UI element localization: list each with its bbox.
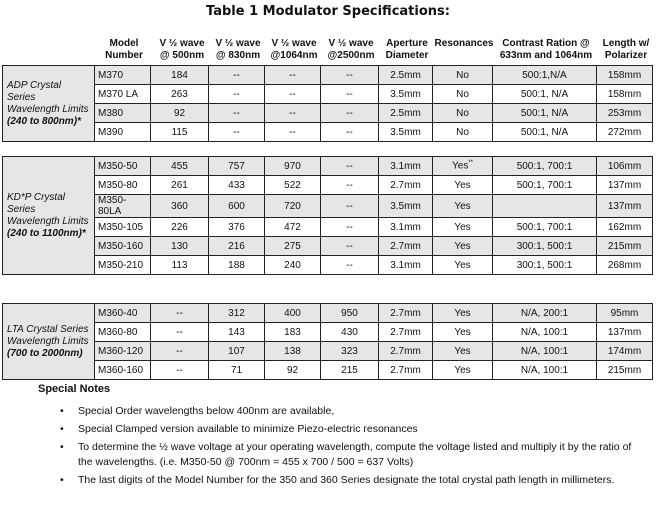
table-cell: 183 [265,323,321,342]
table-cell: M350-80 [95,176,151,195]
table-cell: M360-120 [95,342,151,361]
table-cell: 184 [151,66,209,85]
table-row [3,176,653,195]
table-cell: N/A, 100:1 [493,323,597,342]
table-cell: M370 LA [95,85,151,104]
table-row [3,342,653,361]
table-cell: 215mm [597,237,653,256]
table-cell: 3.1mm [379,256,433,275]
table-cell: -- [321,104,379,123]
table-cell: 2.7mm [379,323,433,342]
table-row [3,157,653,176]
table-cell: Yes [433,304,493,323]
table-cell: 95mm [597,304,653,323]
header-contrast: Contrast Ration @ 633nm and 1064nm [499,38,593,61]
table-cell: No [433,85,493,104]
table-cell: 757 [209,157,265,176]
table-cell: -- [321,237,379,256]
table-cell: Yes [433,195,493,218]
table-cell: 312 [209,304,265,323]
table-cell: 300:1, 500:1 [493,256,597,275]
table-cell: -- [265,104,321,123]
header-model: Model Number [105,38,143,61]
table-cell: -- [265,123,321,142]
table-cell: N/A, 100:1 [493,361,597,380]
table-cell: -- [321,176,379,195]
table-cell: 115 [151,123,209,142]
table-cell: 500:1, N/A [493,85,597,104]
table-cell: -- [265,66,321,85]
table-row [3,85,653,104]
table-cell: M360-160 [95,361,151,380]
table-cell: 433 [209,176,265,195]
table-cell: 400 [265,304,321,323]
table-cell: 500:1, 700:1 [493,176,597,195]
table-cell: -- [209,85,265,104]
table-row [3,218,653,237]
table-cell: -- [321,85,379,104]
table-cell: No [433,66,493,85]
table-cell: 162mm [597,218,653,237]
table-cell: 430 [321,323,379,342]
table-cell: 268mm [597,256,653,275]
table-cell: M350-105 [95,218,151,237]
table-cell: 137mm [597,176,653,195]
table-cell: M360-40 [95,304,151,323]
table-cell: M350-160 [95,237,151,256]
table-cell: 2.5mm [379,104,433,123]
table-cell: 950 [321,304,379,323]
table-cell: No [433,104,493,123]
table-cell: 138 [265,342,321,361]
table-cell: 174mm [597,342,653,361]
table-cell: 240 [265,256,321,275]
table-cell: 2.7mm [379,237,433,256]
table-cell: M350-210 [95,256,151,275]
table-cell: 226 [151,218,209,237]
table-row [3,237,653,256]
table-cell: M390 [95,123,151,142]
spec-table-adp [2,65,653,142]
table-cell: 500:1, N/A [493,104,597,123]
table-cell [493,195,597,218]
table-cell: 720 [265,195,321,218]
table-cell: 107 [209,342,265,361]
table-cell: 3.5mm [379,123,433,142]
table-cell: Yes [433,323,493,342]
table-cell: 158mm [597,66,653,85]
table-cell: 215 [321,361,379,380]
table-cell: 3.5mm [379,195,433,218]
table-cell: Yes** [433,157,493,176]
header-v500: V ½ wave @ 500nm [159,38,205,61]
table-cell: 2.7mm [379,342,433,361]
table-cell: 323 [321,342,379,361]
table-cell: 92 [265,361,321,380]
table-cell: -- [151,304,209,323]
header-v1064: V ½ wave @1064nm [270,38,318,61]
bullet-icon: • [60,474,64,486]
note-item: • Special Clamped version available to minimize Piezo-electric resonances [60,423,418,435]
notes-list [60,404,640,491]
table-cell: Yes [433,361,493,380]
series-label: ADP Crystal Series Wavelength Limits (240 to 800nm)* [3,66,95,142]
note-item: • The last digits of the Model Number for the 350 and 360 Series designate the total crystal path length in millimeters. [60,474,615,486]
table-cell: M380 [95,104,151,123]
table-cell: 130 [151,237,209,256]
table-cell: 500:1, 700:1 [493,218,597,237]
table-cell: 522 [265,176,321,195]
table-cell: 2.7mm [379,176,433,195]
table-cell: -- [151,361,209,380]
table-cell: 137mm [597,323,653,342]
table-cell: 500:1, 700:1 [493,157,597,176]
table-cell: 143 [209,323,265,342]
notes-title: Special Notes [38,383,111,395]
table-cell: -- [321,123,379,142]
table-cell: N/A, 200:1 [493,304,597,323]
table-cell: Yes [433,237,493,256]
table-cell: -- [151,342,209,361]
table-cell: 360 [151,195,209,218]
table-cell: Yes [433,176,493,195]
table-cell: 188 [209,256,265,275]
note-item: • To determine the ½ wave voltage at your operating wavelength, compute the voltage listed and multiply it by the ratio of the wavelengths. (i.e. M350-50 @ 700nm = 455 x 700 / 500 = 637 Volts) [60,441,632,468]
table-cell: Yes [433,218,493,237]
table-cell: 92 [151,104,209,123]
table-cell: -- [321,157,379,176]
table-cell: M350-50 [95,157,151,176]
table-cell: 272mm [597,123,653,142]
table-cell: -- [209,104,265,123]
table-cell: 106mm [597,157,653,176]
table-cell: 216 [209,237,265,256]
table-cell: 500:1, N/A [493,123,597,142]
table-cell: -- [209,123,265,142]
table-row [3,195,653,218]
table-cell: 137mm [597,195,653,218]
table-cell: 71 [209,361,265,380]
table-cell: 970 [265,157,321,176]
table-cell: 472 [265,218,321,237]
spec-table-lta [2,303,653,380]
table-row [3,123,653,142]
table-cell: 263 [151,85,209,104]
header-v2500: V ½ wave @2500nm [327,38,375,61]
page-title: Table 1 Modulator Specifications: [206,4,450,19]
table-row [3,104,653,123]
table-cell: 2.7mm [379,361,433,380]
table-cell: 376 [209,218,265,237]
table-cell: -- [209,66,265,85]
table-cell: 3.1mm [379,157,433,176]
footnote-mark: ** [468,160,473,167]
bullet-icon: • [60,423,64,435]
table-cell: 158mm [597,85,653,104]
table-cell: 2.7mm [379,304,433,323]
table-cell: 455 [151,157,209,176]
table-cell: M370 [95,66,151,85]
header-length: Length w/ Polarizer [602,38,650,61]
table-row [3,304,653,323]
table-cell: 300:1, 500:1 [493,237,597,256]
table-cell: 275 [265,237,321,256]
table-cell: 261 [151,176,209,195]
table-cell: -- [321,66,379,85]
table-row [3,361,653,380]
table-cell: -- [151,323,209,342]
table-cell: 3.5mm [379,85,433,104]
table-cell: -- [321,218,379,237]
table-cell: 3.1mm [379,218,433,237]
table-cell: -- [321,256,379,275]
series-label: LTA Crystal Series Wavelength Limits (700 to 2000nm) [3,304,95,380]
table-cell: Yes [433,342,493,361]
table-cell: 600 [209,195,265,218]
note-item: • Special Order wavelengths below 400nm are available, [60,405,335,417]
table-cell: 253mm [597,104,653,123]
table-cell: M360-80 [95,323,151,342]
table-row [3,256,653,275]
table-cell: 2.5mm [379,66,433,85]
header-aperture: Aperture Diameter [385,38,429,61]
spec-table-kdp [2,156,653,275]
table-cell: -- [321,195,379,218]
table-cell: N/A, 100:1 [493,342,597,361]
table-cell: Yes [433,256,493,275]
table-cell: M350- 80LA [95,195,151,218]
header-v830: V ½ wave @ 830nm [215,38,261,61]
header-resonances: Resonances [434,38,494,49]
table-cell: No [433,123,493,142]
bullet-icon: • [60,405,64,417]
bullet-icon: • [60,441,64,453]
series-label: KD*P Crystal Series Wavelength Limits (240 to 1100nm)* [3,157,95,275]
table-cell: -- [265,85,321,104]
table-cell: 215mm [597,361,653,380]
table-cell: 500:1,N/A [493,66,597,85]
table-row [3,323,653,342]
table-row [3,66,653,85]
table-cell: 113 [151,256,209,275]
